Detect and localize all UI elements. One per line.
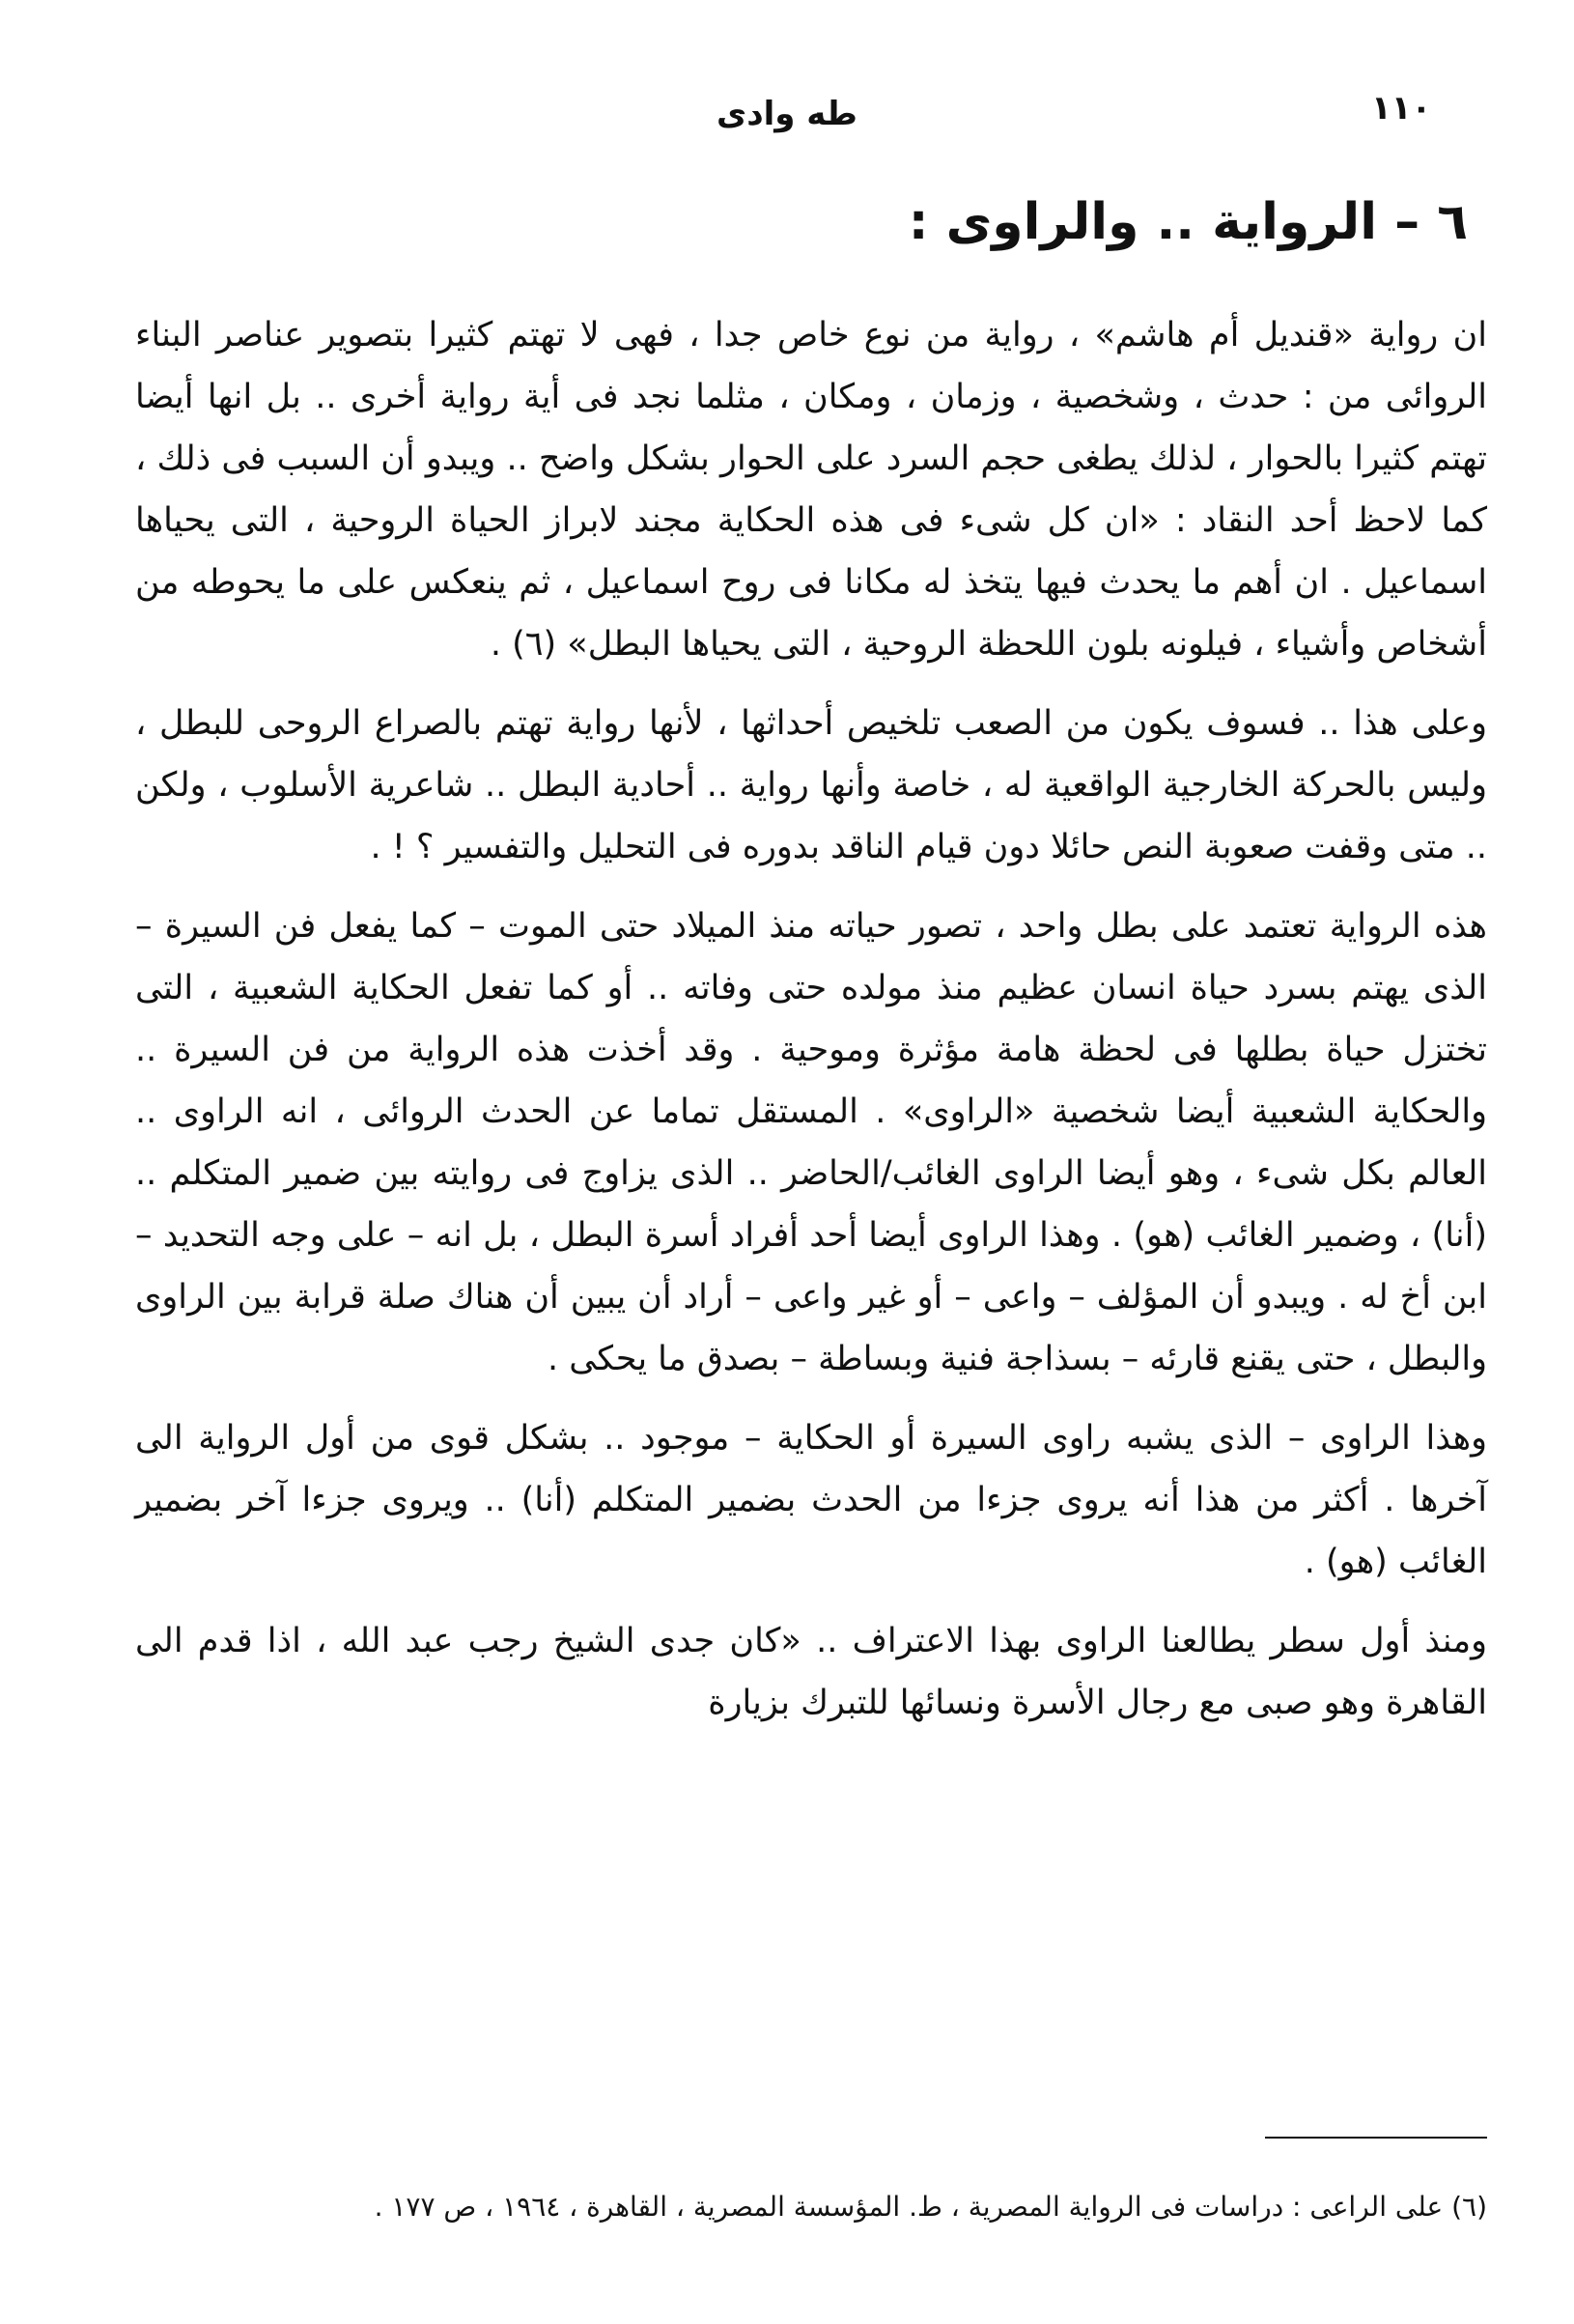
section-heading: ٦ – الرواية .. والراوى : <box>908 193 1468 251</box>
footnote: (٦) على الراعى : دراسات فى الرواية المصرية ، ط. المؤسسة المصرية ، القاهرة ، ١٩٦٤ ، ص ١٧٧ . <box>374 2191 1487 2223</box>
paragraph-5: ومنذ أول سطر يطالعنا الراوى بهذا الاعتراف .. «كان جدى الشيخ رجب عبد الله ، اذا قدم الى القاهرة وهو صبى مع رجال الأسرة ونسائها للتبرك بزيارة <box>135 1622 1487 1722</box>
footnote-divider <box>1265 2137 1487 2139</box>
running-header-author: طه وادى <box>717 95 857 133</box>
paragraph-3: هذه الرواية تعتمد على بطل واحد ، تصور حياته منذ الميلاد حتى الموت – كما يفعل فن السيرة – الذى يهتم بسرد حياة انسان عظيم منذ مولده حتى وفاته .. أو كما تفعل الحكاية الشعبية ، التى تختزل حياة بطلها فى لحظة هامة مؤثرة وموحية . وقد أخذت هذه الرواية من فن السيرة .. والحكاية الشعبية أيضا شخصية «الراوى» . المستقل تماما عن الحدث الروائى ، انه الراوى .. العالم بكل شىء ، وهو أيضا الراوى الغائب/الحاضر .. الذى يزاوج فى روايته بين ضمير المتكلم .. (أنا) ، وضمير الغائب (هو) . وهذا الراوى أيضا أحد أفراد أسرة البطل ، بل انه – على وجه التحديد – ابن أخ له . ويبدو أن المؤلف – واعى – أو غير واعى – أراد أن يبين أن هناك صلة قرابة بين الراوى والبطل ، حتى يقنع قارئه – بسذاجة فنية وبساطة – بصدق ما يحكى . <box>135 907 1487 1378</box>
body-text <box>135 304 1487 1751</box>
paragraph-2: وعلى هذا .. فسوف يكون من الصعب تلخيص أحداثها ، لأنها رواية تهتم بالصراع الروحى للبطل ، وليس بالحركة الخارجية الواقعية له ، خاصة وأنها رواية .. أحادية البطل .. شاعرية الأسلوب ، ولكن .. متى وقفت صعوبة النص حائلا دون قيام الناقد بدوره فى التحليل والتفسير ؟ ! . <box>135 704 1487 866</box>
page-number: ١١٠ <box>1371 89 1432 128</box>
paragraph-1: ان رواية «قنديل أم هاشم» ، رواية من نوع خاص جدا ، فهى لا تهتم كثيرا بتصوير عناصر البناء الروائى من : حدث ، وشخصية ، وزمان ، ومكان ، مثلما نجد فى أية رواية أخرى .. بل انها أيضا تهتم كثيرا بالحوار ، لذلك يطغى حجم السرد على الحوار بشكل واضح .. ويبدو أن السبب فى ذلك ، كما لاحظ أحد النقاد : «ان كل شىء فى هذه الحكاية مجند لابراز الحياة الروحية ، التى يحياها اسماعيل . ان أهم ما يحدث فيها يتخذ له مكانا فى روح اسماعيل ، ثم ينعكس على ما يحوطه من أشخاص وأشياء ، فيلونه بلون اللحظة الروحية ، التى يحياها البطل» (٦) . <box>135 316 1487 664</box>
paragraph-4: وهذا الراوى – الذى يشبه راوى السيرة أو الحكاية – موجود .. بشكل قوى من أول الرواية الى آخرها . أكثر من هذا أنه يروى جزءا من الحدث بضمير المتكلم (أنا) .. ويروى جزءا آخر بضمير الغائب (هو) . <box>135 1419 1487 1581</box>
